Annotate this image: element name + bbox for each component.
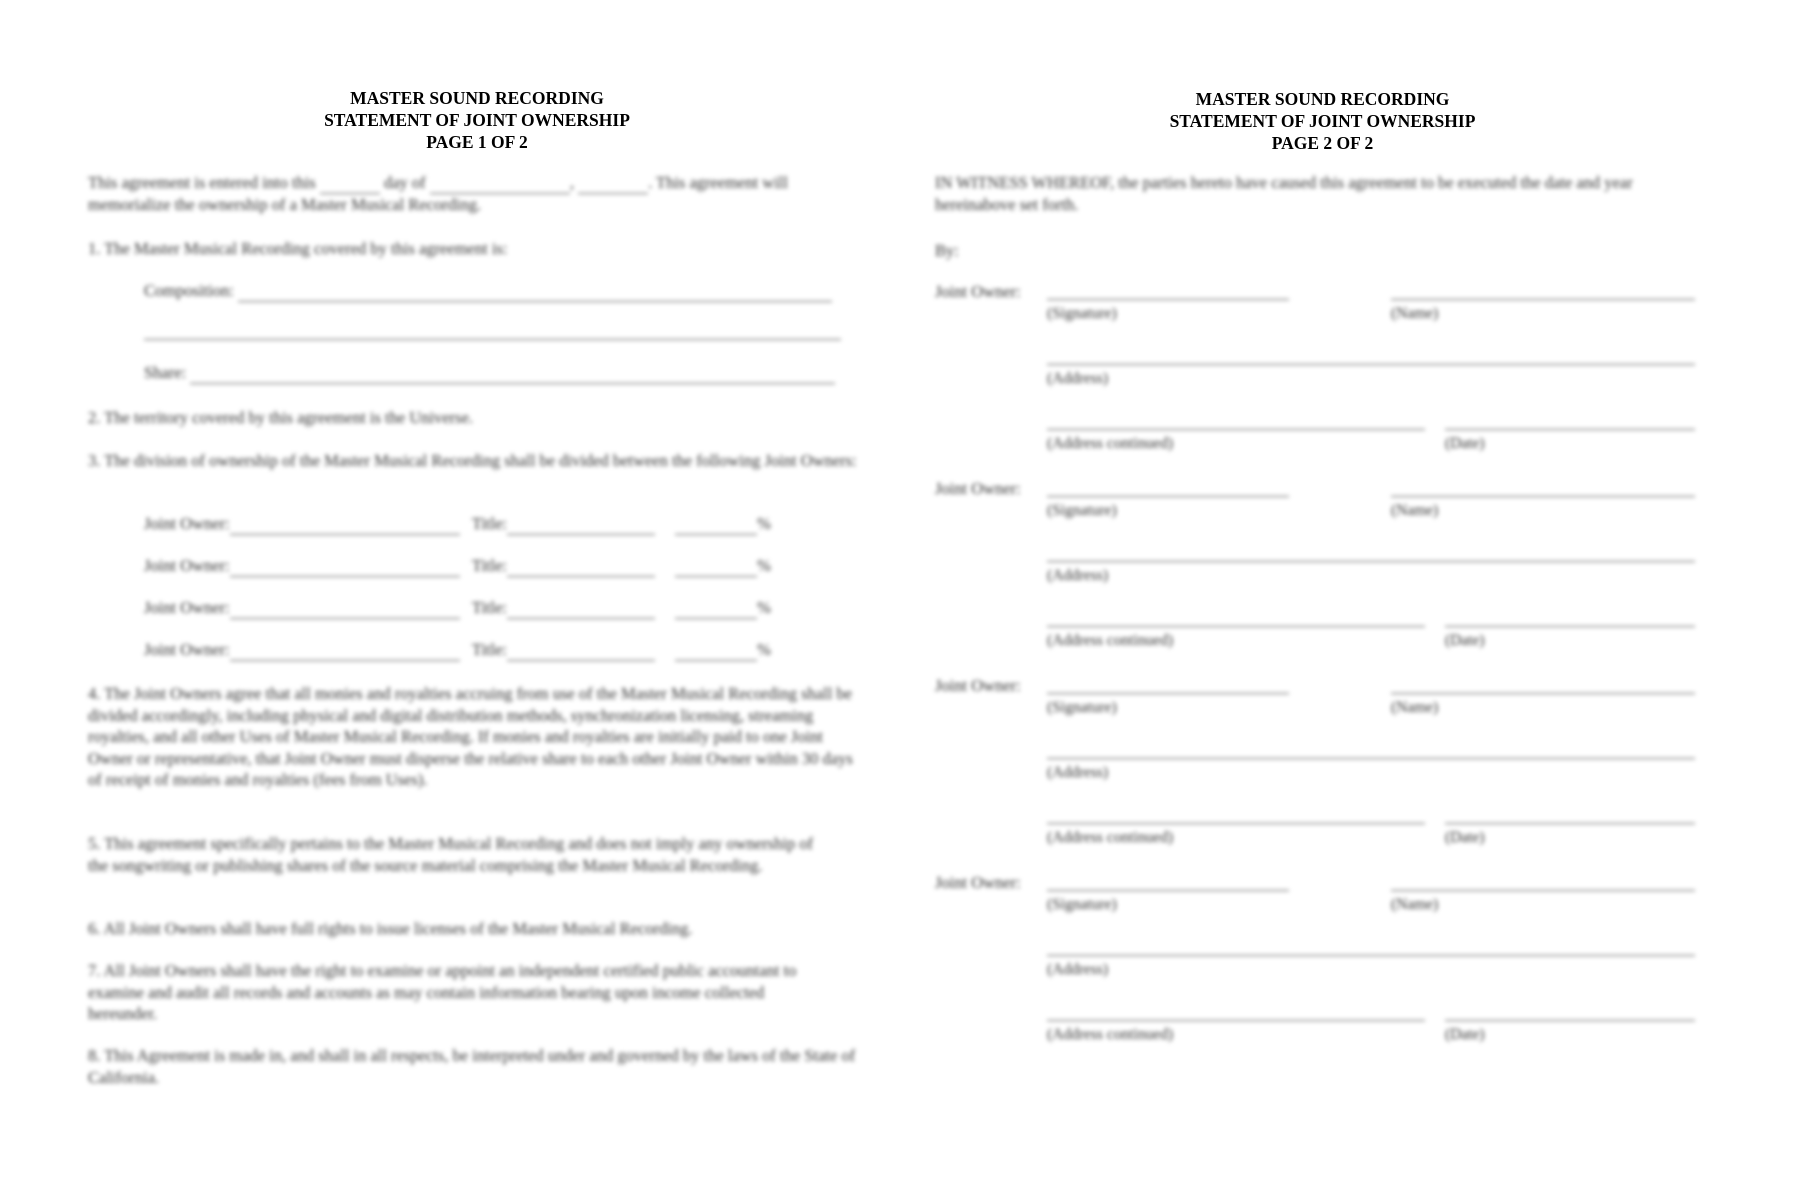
name-caption: (Name) [1391,502,1439,519]
joint-owner-field[interactable] [230,534,460,535]
date-line[interactable] [1445,626,1695,627]
signature-line[interactable] [1047,299,1289,300]
joint-owner-label: Joint Owner: [935,282,1021,301]
composition-field[interactable] [238,301,832,302]
page-2 [935,0,1710,1043]
joint-owner-label: Joint Owner: [144,598,230,617]
page-1-header [88,87,866,153]
page-1-title-line-1: MASTER SOUND RECORDING [350,88,604,108]
joint-owner-field[interactable] [230,618,460,619]
joint-owner-label: Joint Owner: [144,556,230,575]
joint-owner-label: Joint Owner: [935,479,1021,498]
paragraph-8: 8. This Agreement is made in, and shall in all respects, be interpreted under and governed by the laws of the State of California. [88,1046,856,1087]
address-line[interactable] [1047,561,1695,562]
title-label: Title: [471,556,507,575]
signature-caption: (Signature) [1047,699,1117,716]
percent-sign: % [757,640,771,659]
address-continued-caption: (Address continued) [1047,829,1174,846]
witness-paragraph: IN WITNESS WHEREOF, the parties hereto have caused this agreement to be executed the date and year hereinabove set forth. [935,173,1633,214]
address-continued-line[interactable] [1047,429,1425,430]
year-blank[interactable] [578,193,648,194]
name-caption: (Name) [1391,896,1439,913]
page-2-title-line-3: PAGE 2 OF 2 [1271,133,1374,153]
address-caption: (Address) [1047,370,1109,387]
address-continued-line[interactable] [1047,626,1425,627]
joint-owner-row [144,513,771,535]
joint-owner-row [144,597,771,619]
date-line[interactable] [1445,429,1695,430]
joint-owner-label: Joint Owner: [935,676,1021,695]
signature-line[interactable] [1047,890,1289,891]
composition-field-2[interactable] [144,321,841,340]
share-row [144,362,835,384]
paragraph-4: 4. The Joint Owners agree that all monies and royalties accruing from use of the Master Musical Recording shall be divided accordingly, including physical and digital distribution methods, synchronization licensing, streaming royalties, and all other Uses of Master Musical Recording. If monies and royalties are initially paid to one Joint Owner or representative, that Joint Owner must disperse the relative share to each other Joint Owner within 30 days of receipt of monies and royalties (fees from Uses). [88,684,853,789]
intro-paragraph: This agreement is entered into this day of , . This agreement will memorialize the ownership of a Master Musical Recording. [88,173,788,214]
address-continued-line[interactable] [1047,823,1425,824]
address-line[interactable] [1047,955,1695,956]
signature-caption: (Signature) [1047,896,1117,913]
paragraph-2: 2. The territory covered by this agreement is the Universe. [88,408,474,427]
title-label: Title: [471,514,507,533]
title-label: Title: [471,598,507,617]
address-caption: (Address) [1047,567,1109,584]
date-line[interactable] [1445,823,1695,824]
name-line[interactable] [1391,693,1695,694]
intro-text-c: . This agreement will memorialize the ownership of a Master Musical Recording. [88,173,788,214]
title-field[interactable] [507,618,655,619]
intro-text-b: day of [383,173,426,192]
date-caption: (Date) [1445,829,1485,846]
page-2-title-line-2: STATEMENT OF JOINT OWNERSHIP [1169,111,1476,131]
share-field[interactable] [190,383,835,384]
share-label: Share: [144,363,187,382]
address-caption: (Address) [1047,961,1109,978]
percent-field[interactable] [675,618,757,619]
title-field[interactable] [507,576,655,577]
joint-owner-row [144,555,771,577]
name-line[interactable] [1391,299,1695,300]
percent-sign: % [757,514,771,533]
composition-row [144,280,846,302]
signature-block [935,281,1710,471]
joint-owner-field[interactable] [230,576,460,577]
joint-owner-label: Joint Owner: [935,873,1021,892]
signature-line[interactable] [1047,496,1289,497]
date-caption: (Date) [1445,1026,1485,1043]
composition-row-2 [144,318,841,340]
signature-block [935,872,1710,1062]
joint-owner-label: Joint Owner: [144,640,230,659]
title-label: Title: [471,640,507,659]
percent-field[interactable] [675,660,757,661]
address-continued-caption: (Address continued) [1047,632,1174,649]
address-continued-caption: (Address continued) [1047,435,1174,452]
percent-sign: % [757,598,771,617]
page-1-title-line-3: PAGE 1 OF 2 [426,132,528,152]
paragraph-6: 6. All Joint Owners shall have full rights to issue licenses of the Master Musical Recording. [88,919,693,938]
title-field[interactable] [507,534,655,535]
page-2-title-line-1: MASTER SOUND RECORDING [1195,89,1450,109]
address-line[interactable] [1047,758,1695,759]
joint-owner-row [144,639,771,661]
address-line[interactable] [1047,364,1695,365]
address-continued-line[interactable] [1047,1020,1425,1021]
paragraph-7: 7. All Joint Owners shall have the right to examine or appoint an independent certified public accountant to examine and audit all records and accounts as may contain information bearing upon income collected hereunder. [88,961,797,1023]
percent-sign: % [757,556,771,575]
percent-field[interactable] [675,534,757,535]
page-1 [88,0,866,1087]
date-line[interactable] [1445,1020,1695,1021]
name-line[interactable] [1391,890,1695,891]
title-field[interactable] [507,660,655,661]
name-line[interactable] [1391,496,1695,497]
date-caption: (Date) [1445,435,1485,452]
paragraph-3: 3. The division of ownership of the Master Musical Recording shall be divided between the following Joint Owners: [88,451,857,470]
percent-field[interactable] [675,576,757,577]
signature-block [935,675,1710,865]
joint-owner-field[interactable] [230,660,460,661]
signature-block [935,478,1710,668]
day-blank[interactable] [320,193,380,194]
page-1-title-line-2: STATEMENT OF JOINT OWNERSHIP [324,110,630,130]
by-label: By: [935,241,959,260]
signature-caption: (Signature) [1047,502,1117,519]
paragraph-5: 5. This agreement specifically pertains to the Master Musical Recording and does not imply any ownership of the songwriting or publishing shares of the source material comprising the Master Musical Recording. [88,834,814,875]
signature-line[interactable] [1047,693,1289,694]
page-2-header [935,88,1710,154]
month-blank[interactable] [430,193,570,194]
paragraph-1: 1. The Master Musical Recording covered by this agreement is: [88,239,508,258]
address-caption: (Address) [1047,764,1109,781]
signature-caption: (Signature) [1047,305,1117,322]
date-caption: (Date) [1445,632,1485,649]
address-continued-caption: (Address continued) [1047,1026,1174,1043]
name-caption: (Name) [1391,699,1439,716]
name-caption: (Name) [1391,305,1439,322]
joint-owner-label: Joint Owner: [144,514,230,533]
composition-label: Composition: [144,281,234,300]
intro-text-a: This agreement is entered into this [88,173,316,192]
